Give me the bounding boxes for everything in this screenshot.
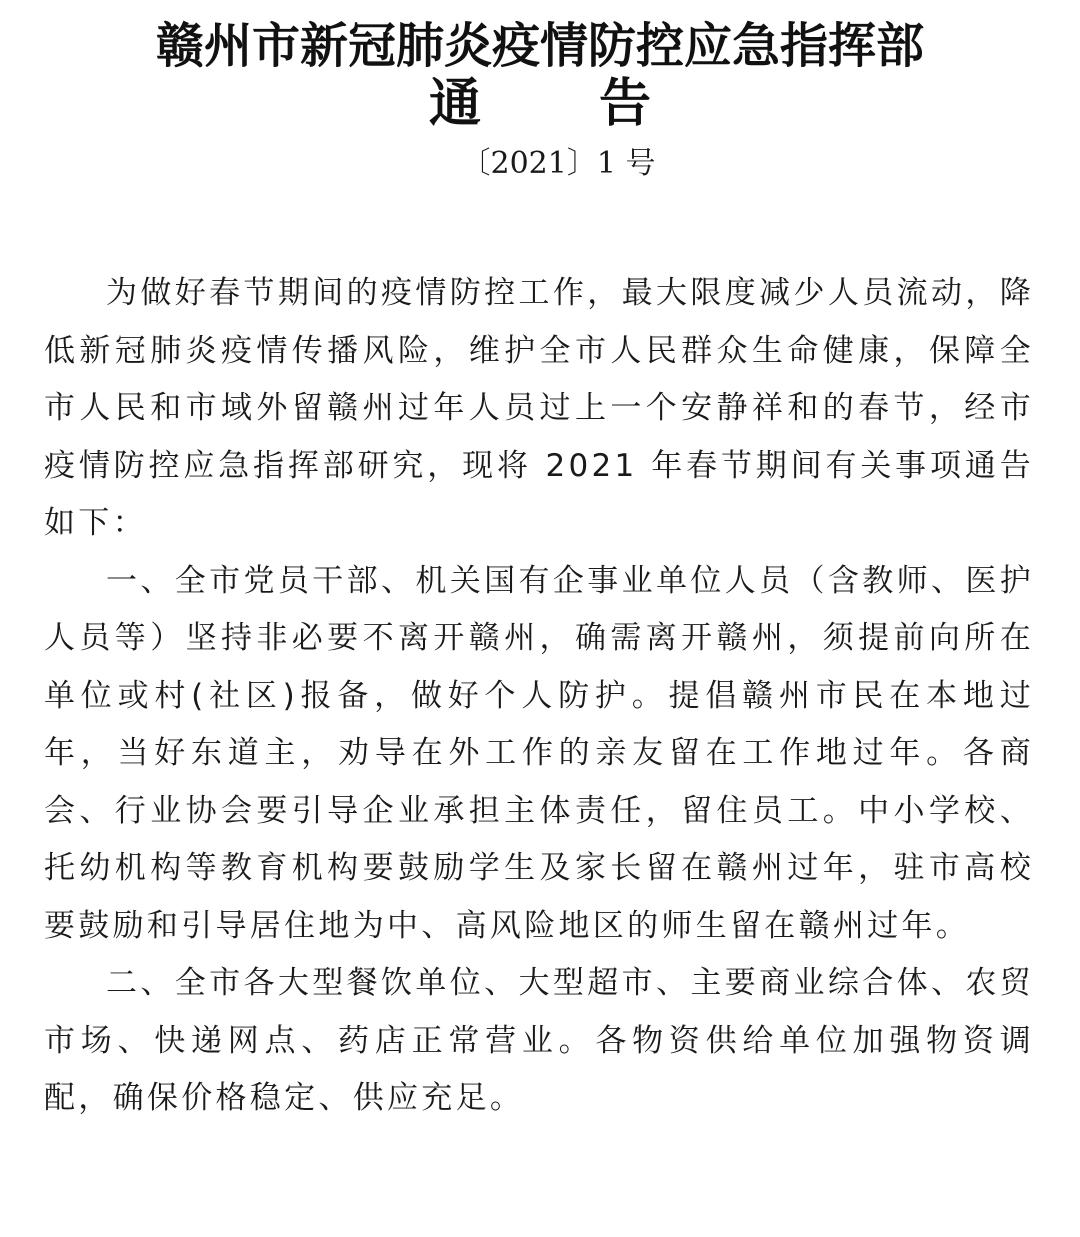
item-1-paragraph: 一、全市党员干部、机关国有企事业单位人员（含教师、医护人员等）坚持非必要不离开赣州，确需离开赣州，须提前向所在单位或村(社区)报备，做好个人防护。提倡赣州市民在本地过年，当好东道主，劝导在外工作的亲友留在工作地过年。各商会、行业协会要引导企业承担主体责任，留住员工。中小学校、托幼机构等教育机构要鼓励学生及家长留在赣州过年，驻市高校要鼓励和引导居住地为中、高风险地区的师生留在赣州过年。: [44, 562, 1034, 944]
intro-paragraph: 为做好春节期间的疫情防控工作，最大限度减少人员流动，降低新冠肺炎疫情传播风险，维护全市人民群众生命健康，保障全市人民和市域外留赣州过年人员过上一个安静祥和的春节，经市疫情防控应急指挥部研究，现将 2021 年春节期间有关事项通告如下：: [44, 275, 1034, 541]
document-number: 〔2021〕1 号: [460, 146, 656, 181]
notice-heading: 通告: [428, 73, 769, 134]
item-2-paragraph: 二、全市各大型餐饮单位、大型超市、主要商业综合体、农贸市场、快递网点、药店正常营业。各物资供给单位加强物资调配，确保价格稳定、供应充足。: [44, 965, 1034, 1116]
notice-body: [44, 265, 1034, 1128]
issuing-organization-title: 赣州市新冠肺炎疫情防控应急指挥部: [155, 18, 924, 74]
